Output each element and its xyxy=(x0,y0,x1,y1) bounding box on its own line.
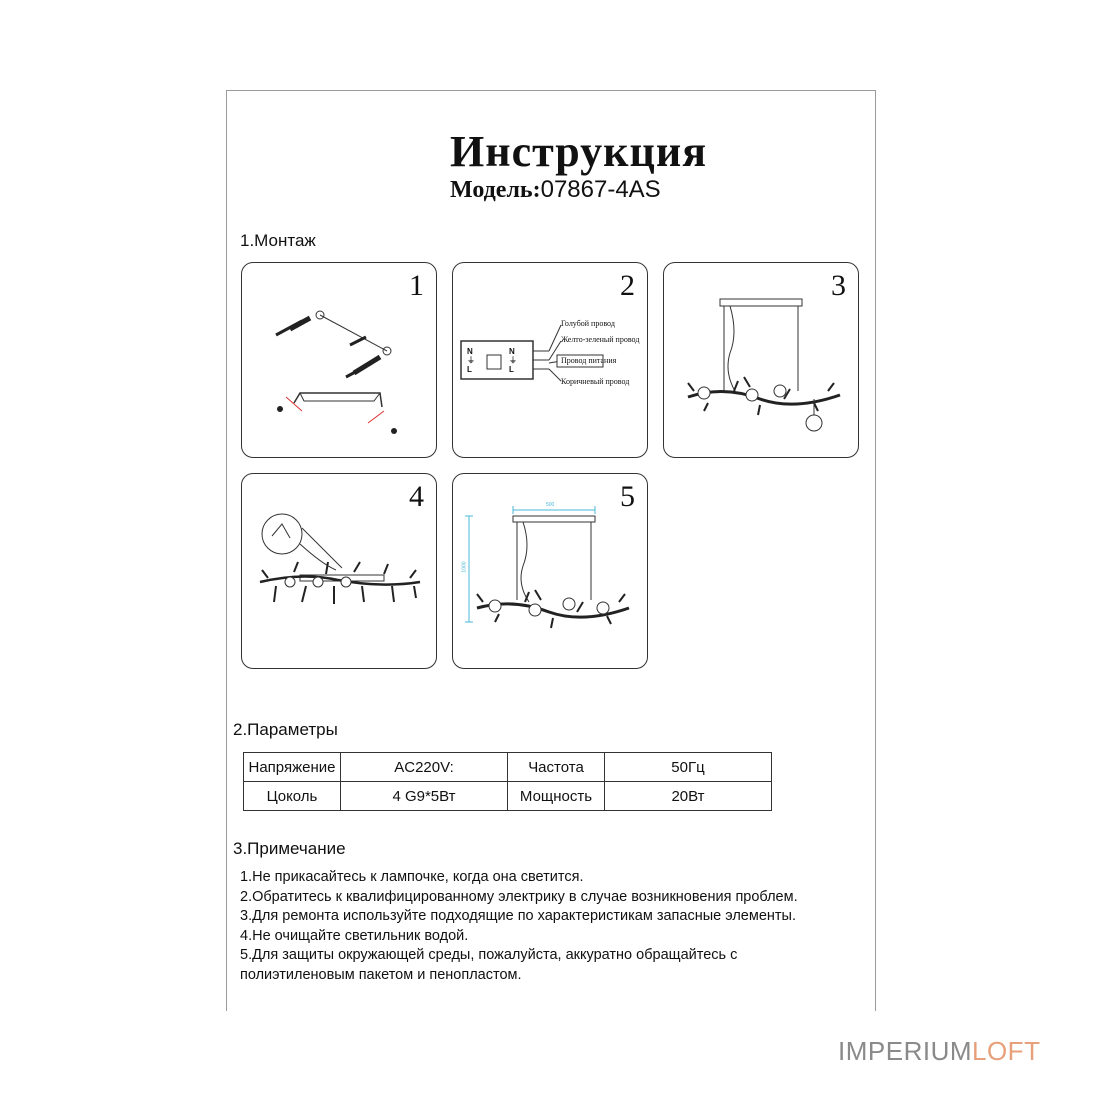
table-cell: Цоколь xyxy=(244,782,341,811)
notes-list xyxy=(240,868,798,985)
table-cell: Мощность xyxy=(508,782,605,811)
model-value: 07867-4AS xyxy=(540,176,661,203)
table-row xyxy=(244,753,772,782)
panel-step-2 xyxy=(452,262,648,458)
model-line xyxy=(450,176,661,204)
logo-part-1: IMPERIUM xyxy=(838,1036,972,1066)
table-cell: 50Гц xyxy=(605,753,772,782)
watermark-logo xyxy=(838,1036,1040,1067)
terminal-label-left: N ⏚ L xyxy=(467,347,475,374)
list-item: 4.Не очищайте светильник водой. xyxy=(240,927,469,944)
table-cell: AC220V: xyxy=(341,753,508,782)
dimension-height-label: 1000 xyxy=(461,561,468,573)
list-item: 1.Не прикасайтесь к лампочке, когда она светится. xyxy=(240,869,584,885)
section-params-heading: 2.Параметры xyxy=(233,720,338,739)
wire-label-power: Провод питания xyxy=(561,356,617,365)
wire-label-yellow-green: Желто-зеленый провод xyxy=(561,335,640,344)
table-cell: 4 G9*5Вт xyxy=(341,782,508,811)
panel-step-5 xyxy=(452,473,648,669)
panel-step-3 xyxy=(663,262,859,458)
panel-step-4 xyxy=(241,473,437,669)
table-cell: Напряжение xyxy=(244,753,341,782)
parameters-table xyxy=(243,752,772,811)
panel-number: 3 xyxy=(831,269,846,302)
list-item: полиэтиленовым пакетом и пенопластом. xyxy=(240,966,522,983)
table-cell: 20Вт xyxy=(605,782,772,811)
panel-number: 5 xyxy=(620,480,635,513)
terminal-label-right: N ⏚ L xyxy=(509,347,517,374)
panel-number: 2 xyxy=(620,269,635,302)
logo-part-2: LOFT xyxy=(972,1036,1041,1066)
list-item: 2.Обратитесь к квалифицированному электрику в случае возникновения проблем. xyxy=(240,888,798,905)
model-label: Модель: xyxy=(450,177,541,203)
section-mount-heading: 1.Монтаж xyxy=(240,231,316,250)
mounting-screws-illustration xyxy=(242,263,436,457)
section-notes-heading: 3.Примечание xyxy=(233,839,346,858)
wiring-diagram xyxy=(453,263,647,457)
branch-assembly-illustration xyxy=(242,474,436,668)
list-item: 5.Для защиты окружающей среды, пожалуйста, аккуратно обращайтесь с xyxy=(240,947,738,963)
table-row xyxy=(244,782,772,811)
panel-number: 4 xyxy=(409,480,424,513)
list-item: 3.Для ремонта используйте подходящие по характеристикам запасные элементы. xyxy=(240,908,796,924)
hanging-fixture-illustration xyxy=(664,263,858,457)
table-cell: Частота xyxy=(508,753,605,782)
panel-number: 1 xyxy=(409,269,424,302)
panel-step-1 xyxy=(241,262,437,458)
wire-label-brown: Коричневый провод xyxy=(561,377,630,386)
wire-label-blue: Голубой провод xyxy=(561,319,615,328)
dimension-width-label: 500 xyxy=(546,502,555,508)
document-title: Инструкция xyxy=(450,127,708,176)
